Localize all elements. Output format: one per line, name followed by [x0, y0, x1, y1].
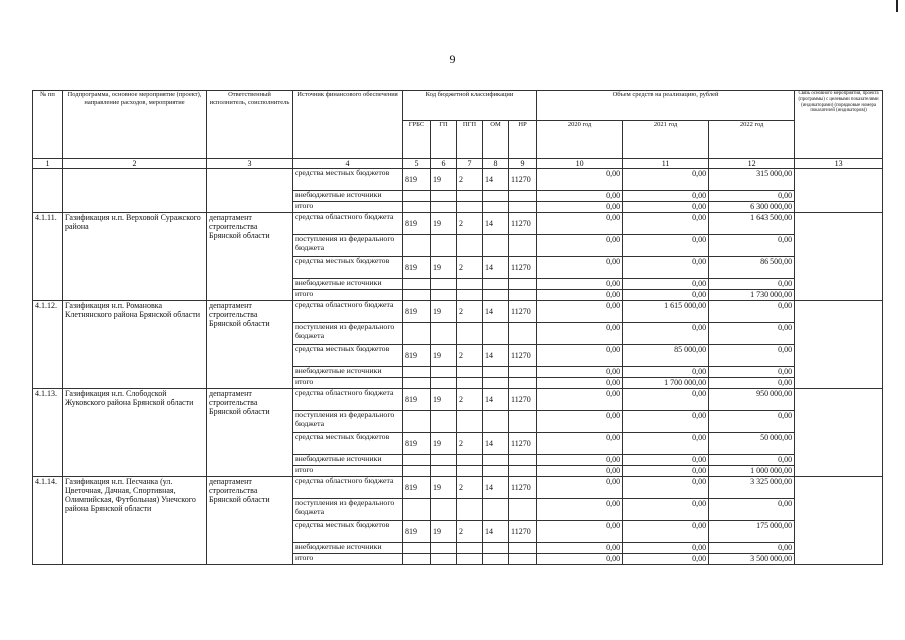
cell-2022: 175 000,00 [709, 521, 795, 543]
cell-pgp [457, 455, 483, 466]
cell-np [509, 279, 537, 290]
cell-source: внебюджетные источники [293, 543, 403, 554]
cell-om [483, 411, 509, 433]
cell-om [483, 499, 509, 521]
cell-pgp [457, 290, 483, 301]
cell-pgp [457, 323, 483, 345]
cell-2021: 0,00 [623, 279, 709, 290]
cell-grbs: 819 [403, 345, 431, 367]
header-source: Источник финансового обеспечения [293, 91, 403, 159]
cell-gp: 19 [431, 521, 457, 543]
cell-grbs: 819 [403, 477, 431, 499]
cell-om [483, 367, 509, 378]
cell-2021: 0,00 [623, 554, 709, 565]
cell-pgp: 2 [457, 389, 483, 411]
cell-link [795, 213, 883, 301]
budget-table [32, 90, 883, 565]
cell-2021: 85 000,00 [623, 345, 709, 367]
cell-pgp: 2 [457, 257, 483, 279]
cell-2020: 0,00 [537, 279, 623, 290]
header-row [33, 91, 883, 121]
cell-source: внебюджетные источники [293, 279, 403, 290]
header-pgp: ПГП [457, 121, 483, 159]
cell-grbs [403, 554, 431, 565]
cell-source: внебюджетные источники [293, 367, 403, 378]
cell-2022: 0,00 [709, 455, 795, 466]
cell-2020: 0,00 [537, 466, 623, 477]
cell-gp [431, 202, 457, 213]
cell-grbs [403, 202, 431, 213]
cell-om: 14 [483, 433, 509, 455]
header-subprogram: Подпрограмма, основное мероприятие (проект), направление расходов, мероприятие [63, 91, 207, 159]
cell-2021: 1 615 000,00 [623, 301, 709, 323]
colnum: 11 [623, 159, 709, 169]
cell-np [509, 466, 537, 477]
cell-om [483, 202, 509, 213]
cell-responsible [207, 169, 293, 213]
cell-source: средства областного бюджета [293, 477, 403, 499]
cell-2021: 0,00 [623, 257, 709, 279]
cell-grbs: 819 [403, 257, 431, 279]
cell-2021: 0,00 [623, 213, 709, 235]
cell-np: 11270 [509, 257, 537, 279]
cell-source: внебюджетные источники [293, 191, 403, 202]
cell-2020: 0,00 [537, 433, 623, 455]
colnum: 10 [537, 159, 623, 169]
cell-2022: 3 500 000,00 [709, 554, 795, 565]
cell-source: поступления из федерального бюджета [293, 411, 403, 433]
header-om: ОМ [483, 121, 509, 159]
cell-om [483, 455, 509, 466]
cell-source: итого [293, 554, 403, 565]
cell-2021: 0,00 [623, 466, 709, 477]
cell-pgp: 2 [457, 433, 483, 455]
cell-gp [431, 191, 457, 202]
cell-2020: 0,00 [537, 543, 623, 554]
cell-pgp [457, 279, 483, 290]
cell-gp [431, 411, 457, 433]
header-volume: Объем средств на реализацию, рублей [537, 91, 795, 121]
cell-pgp [457, 499, 483, 521]
cell-2021: 0,00 [623, 543, 709, 554]
cell-pgp: 2 [457, 169, 483, 191]
column-number-row [33, 159, 883, 169]
colnum: 5 [403, 159, 431, 169]
cell-2020: 0,00 [537, 345, 623, 367]
cell-2021: 0,00 [623, 389, 709, 411]
cell-gp [431, 367, 457, 378]
scan-edge-mark [896, 0, 898, 12]
cell-source: средства областного бюджета [293, 213, 403, 235]
cell-2022: 0,00 [709, 191, 795, 202]
cell-np [509, 543, 537, 554]
cell-source: итого [293, 290, 403, 301]
cell-gp [431, 290, 457, 301]
colnum: 9 [509, 159, 537, 169]
cell-om: 14 [483, 169, 509, 191]
cell-source: итого [293, 466, 403, 477]
cell-source: средства местных бюджетов [293, 345, 403, 367]
cell-om: 14 [483, 521, 509, 543]
cell-grbs [403, 455, 431, 466]
cell-np: 11270 [509, 477, 537, 499]
header-budget-code: Код бюджетной классификации [403, 91, 537, 121]
cell-grbs [403, 411, 431, 433]
cell-2022: 0,00 [709, 235, 795, 257]
cell-source: средства местных бюджетов [293, 521, 403, 543]
header-2021: 2021 год [623, 121, 709, 159]
cell-grbs [403, 499, 431, 521]
cell-2021: 0,00 [623, 191, 709, 202]
cell-source: средства областного бюджета [293, 301, 403, 323]
cell-2021: 0,00 [623, 367, 709, 378]
cell-np [509, 202, 537, 213]
cell-2020: 0,00 [537, 169, 623, 191]
header-grbs: ГРБС [403, 121, 431, 159]
cell-gp [431, 323, 457, 345]
cell-np: 11270 [509, 521, 537, 543]
cell-pgp [457, 466, 483, 477]
cell-2020: 0,00 [537, 455, 623, 466]
cell-pgp [457, 235, 483, 257]
cell-2021: 0,00 [623, 169, 709, 191]
page-number: 9 [449, 52, 456, 66]
cell-2020: 0,00 [537, 411, 623, 433]
cell-2022: 86 500,00 [709, 257, 795, 279]
cell-2021: 0,00 [623, 290, 709, 301]
cell-pgp [457, 191, 483, 202]
cell-np [509, 378, 537, 389]
cell-num: 4.1.11. [33, 213, 63, 301]
cell-om [483, 191, 509, 202]
cell-gp [431, 235, 457, 257]
cell-source: итого [293, 202, 403, 213]
cell-gp: 19 [431, 477, 457, 499]
cell-om [483, 323, 509, 345]
cell-2020: 0,00 [537, 235, 623, 257]
cell-2021: 0,00 [623, 455, 709, 466]
cell-2020: 0,00 [537, 213, 623, 235]
cell-2021: 0,00 [623, 235, 709, 257]
cell-2020: 0,00 [537, 554, 623, 565]
cell-np [509, 554, 537, 565]
header-2022: 2022 год [709, 121, 795, 159]
cell-link [795, 169, 883, 213]
cell-2022: 0,00 [709, 301, 795, 323]
cell-om: 14 [483, 389, 509, 411]
cell-2022: 1 730 000,00 [709, 290, 795, 301]
cell-source: внебюджетные источники [293, 455, 403, 466]
cell-2022: 0,00 [709, 411, 795, 433]
cell-name: Газификация н.п. Слободской Жуковского района Брянской области [63, 389, 207, 477]
cell-grbs: 819 [403, 213, 431, 235]
cell-gp: 19 [431, 389, 457, 411]
cell-2022: 0,00 [709, 323, 795, 345]
cell-2022: 0,00 [709, 279, 795, 290]
cell-om [483, 290, 509, 301]
cell-name: Газификация н.п. Романовка Клетнянского района Брянской области [63, 301, 207, 389]
cell-2020: 0,00 [537, 202, 623, 213]
table-row [33, 169, 883, 191]
cell-om [483, 378, 509, 389]
cell-2021: 0,00 [623, 411, 709, 433]
header-2020: 2020 год [537, 121, 623, 159]
cell-grbs [403, 279, 431, 290]
cell-pgp: 2 [457, 521, 483, 543]
cell-2022: 0,00 [709, 499, 795, 521]
cell-grbs [403, 543, 431, 554]
cell-np: 11270 [509, 301, 537, 323]
cell-grbs: 819 [403, 521, 431, 543]
cell-2020: 0,00 [537, 257, 623, 279]
cell-np [509, 191, 537, 202]
cell-grbs: 819 [403, 301, 431, 323]
cell-pgp: 2 [457, 301, 483, 323]
cell-om [483, 554, 509, 565]
colnum: 8 [483, 159, 509, 169]
cell-2021: 0,00 [623, 521, 709, 543]
cell-source: средства местных бюджетов [293, 169, 403, 191]
cell-grbs [403, 290, 431, 301]
cell-2020: 0,00 [537, 367, 623, 378]
cell-responsible: департамент строительства Брянской области [207, 301, 293, 389]
cell-pgp [457, 411, 483, 433]
colnum: 2 [63, 159, 207, 169]
cell-np [509, 235, 537, 257]
cell-grbs [403, 367, 431, 378]
cell-num: 4.1.12. [33, 301, 63, 389]
cell-om: 14 [483, 477, 509, 499]
cell-2022: 0,00 [709, 345, 795, 367]
cell-np [509, 323, 537, 345]
cell-responsible: департамент строительства Брянской области [207, 213, 293, 301]
cell-om: 14 [483, 213, 509, 235]
cell-source: средства местных бюджетов [293, 257, 403, 279]
cell-source: поступления из федерального бюджета [293, 323, 403, 345]
header-num: № пп [33, 91, 63, 159]
cell-source: поступления из федерального бюджета [293, 235, 403, 257]
cell-link [795, 477, 883, 565]
cell-num: 4.1.13. [33, 389, 63, 477]
cell-om: 14 [483, 257, 509, 279]
cell-2020: 0,00 [537, 301, 623, 323]
cell-pgp [457, 202, 483, 213]
cell-2020: 0,00 [537, 521, 623, 543]
cell-2022: 1 000 000,00 [709, 466, 795, 477]
cell-2021: 0,00 [623, 323, 709, 345]
cell-gp [431, 499, 457, 521]
cell-2020: 0,00 [537, 499, 623, 521]
cell-grbs [403, 378, 431, 389]
cell-gp: 19 [431, 433, 457, 455]
cell-2020: 0,00 [537, 477, 623, 499]
cell-gp: 19 [431, 301, 457, 323]
header-np: НР [509, 121, 537, 159]
cell-2022: 50 000,00 [709, 433, 795, 455]
cell-np [509, 455, 537, 466]
colnum: 3 [207, 159, 293, 169]
cell-2020: 0,00 [537, 191, 623, 202]
table-row [33, 477, 883, 499]
table-row [33, 213, 883, 235]
cell-source: средства областного бюджета [293, 389, 403, 411]
colnum: 12 [709, 159, 795, 169]
cell-om [483, 543, 509, 554]
cell-2021: 0,00 [623, 433, 709, 455]
cell-gp: 19 [431, 213, 457, 235]
cell-2022: 315 000,00 [709, 169, 795, 191]
cell-om [483, 235, 509, 257]
cell-gp: 19 [431, 257, 457, 279]
cell-2020: 0,00 [537, 323, 623, 345]
cell-grbs [403, 191, 431, 202]
colnum: 1 [33, 159, 63, 169]
cell-np [509, 367, 537, 378]
cell-np: 11270 [509, 433, 537, 455]
cell-np [509, 290, 537, 301]
cell-np: 11270 [509, 169, 537, 191]
cell-np: 11270 [509, 213, 537, 235]
cell-grbs: 819 [403, 433, 431, 455]
cell-link [795, 389, 883, 477]
cell-pgp: 2 [457, 477, 483, 499]
cell-2022: 1 643 500,00 [709, 213, 795, 235]
cell-gp [431, 279, 457, 290]
cell-gp [431, 466, 457, 477]
cell-2020: 0,00 [537, 290, 623, 301]
cell-num [33, 169, 63, 213]
cell-name [63, 169, 207, 213]
cell-source: поступления из федерального бюджета [293, 499, 403, 521]
cell-responsible: департамент строительства Брянской области [207, 477, 293, 565]
header-gp: ГП [431, 121, 457, 159]
cell-pgp [457, 554, 483, 565]
cell-om [483, 279, 509, 290]
cell-grbs: 819 [403, 169, 431, 191]
cell-2020: 0,00 [537, 389, 623, 411]
table-row [33, 301, 883, 323]
cell-np [509, 499, 537, 521]
cell-2021: 0,00 [623, 477, 709, 499]
cell-2021: 0,00 [623, 499, 709, 521]
cell-grbs [403, 466, 431, 477]
cell-responsible: департамент строительства Брянской области [207, 389, 293, 477]
cell-om [483, 466, 509, 477]
cell-np: 11270 [509, 389, 537, 411]
cell-2021: 0,00 [623, 202, 709, 213]
colnum: 6 [431, 159, 457, 169]
cell-gp [431, 554, 457, 565]
cell-2022: 950 000,00 [709, 389, 795, 411]
cell-link [795, 301, 883, 389]
cell-pgp [457, 367, 483, 378]
cell-om: 14 [483, 345, 509, 367]
cell-2022: 6 300 000,00 [709, 202, 795, 213]
header-indicator-link: Связь основного мероприятия, проекта (программы) с целевыми показателями (индикаторами) (порядковые номера показателей (индикаторов)) [795, 91, 883, 159]
cell-gp [431, 378, 457, 389]
table-row [33, 389, 883, 411]
cell-2022: 3 325 000,00 [709, 477, 795, 499]
cell-source: итого [293, 378, 403, 389]
cell-om: 14 [483, 301, 509, 323]
cell-gp [431, 455, 457, 466]
cell-name: Газификация н.п. Верховой Суражского района [63, 213, 207, 301]
cell-pgp: 2 [457, 345, 483, 367]
colnum: 7 [457, 159, 483, 169]
cell-2020: 0,00 [537, 378, 623, 389]
cell-grbs: 819 [403, 389, 431, 411]
colnum: 13 [795, 159, 883, 169]
cell-2022: 0,00 [709, 367, 795, 378]
cell-2021: 1 700 000,00 [623, 378, 709, 389]
cell-name: Газификация н.п. Песчанка (ул. Цветочная, Дачная, Спортивная, Олимпийская, Футбольная) Унечского района Брянской области [63, 477, 207, 565]
cell-2022: 0,00 [709, 543, 795, 554]
cell-2022: 0,00 [709, 378, 795, 389]
cell-grbs [403, 323, 431, 345]
header-responsible: Ответственный исполнитель, соисполнитель [207, 91, 293, 159]
cell-np: 11270 [509, 345, 537, 367]
colnum: 4 [293, 159, 403, 169]
cell-grbs [403, 235, 431, 257]
cell-num: 4.1.14. [33, 477, 63, 565]
cell-source: средства местных бюджетов [293, 433, 403, 455]
cell-np [509, 411, 537, 433]
cell-gp: 19 [431, 169, 457, 191]
cell-gp [431, 543, 457, 554]
cell-pgp [457, 378, 483, 389]
cell-gp: 19 [431, 345, 457, 367]
cell-pgp [457, 543, 483, 554]
cell-pgp: 2 [457, 213, 483, 235]
